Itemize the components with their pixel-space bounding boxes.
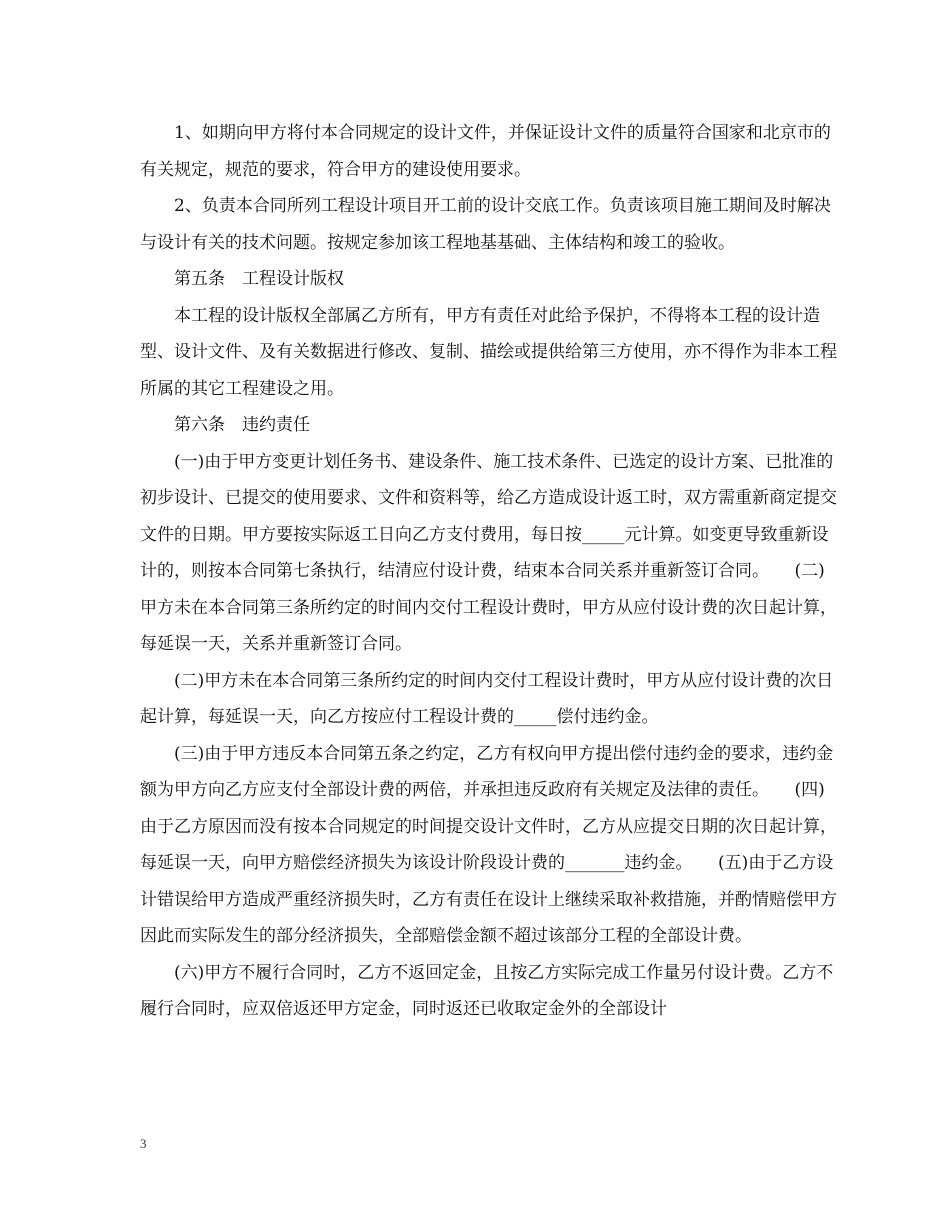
article-5-heading: 第五条 工程设计版权 xyxy=(174,269,344,289)
document-body xyxy=(140,115,840,1028)
paragraph-clause-1: 1、如期向甲方将付本合同规定的设计文件，并保证设计文件的质量符合国家和北京市的有关规定，规范的要求，符合甲方的建设使用要求。 xyxy=(140,123,831,180)
paragraph-breach-1: (一)由于甲方变更计划任务书、建设条件、施工技术条件、已选定的设计方案、已批准的初步设计、已提交的使用要求、文件和资料等，给乙方造成设计返工时，双方需重新商定提交文件的日期。甲方要按实际返工日向乙方支付费用，每日按_____元计算。如变更导致重新设计的，则按本合同第七条执行，结清应付设计费，结束本合同关系并重新签订合同。 (二)甲方未在本合同第三条所约定的时间内交付工程设计费时，甲方从应付设计费的次日起计算，每延误一天，关系并重新签订合同。 xyxy=(140,451,837,654)
paragraph-breach-3: (三)由于甲方违反本合同第五条之约定，乙方有权向甲方提出偿付违约金的要求，违约金额为甲方向乙方应支付全部设计费的两倍，并承担违反政府有关规定及法律的责任。 (四)由于乙方原因而没有按本合同规定的时间提交设计文件时，乙方从应提交日期的次日起计算，每延误一天，向甲方赔偿经济损失为该设计阶段设计费的_______违约金。 (五)由于乙方设计错误给甲方造成严重经济损失时，乙方有责任在设计上继续采取补救措施，并酌情赔偿甲方因此而实际发生的部分经济损失，全部赔偿金额不超过该部分工程的全部设计费。 xyxy=(140,743,837,946)
page-number: 3 xyxy=(140,1136,147,1151)
paragraph-clause-2: 2、负责本合同所列工程设计项目开工前的设计交底工作。负责该项目施工期间及时解决与设计有关的技术问题。按规定参加该工程地基基础、主体结构和竣工的验收。 xyxy=(140,196,831,253)
paragraph-breach-6: (六)甲方不履行合同时，乙方不返回定金，且按乙方实际完成工作量另付设计费。乙方不履行合同时，应双倍返还甲方定金，同时返还已收取定金外的全部设计 xyxy=(140,962,834,1019)
paragraph-copyright: 本工程的设计版权全部属乙方所有，甲方有责任对此给予保护，不得将本工程的设计造型、设计文件、及有关数据进行修改、复制、描绘或提供给第三方使用，亦不得作为非本工程所属的其它工程建设之用。 xyxy=(140,305,837,399)
article-6-heading: 第六条 违约责任 xyxy=(174,415,310,435)
paragraph-breach-2: (二)甲方未在本合同第三条所约定的时间内交付工程设计费时，甲方从应付设计费的次日起计算，每延误一天，向乙方按应付工程设计费的_____偿付违约金。 xyxy=(140,670,834,727)
